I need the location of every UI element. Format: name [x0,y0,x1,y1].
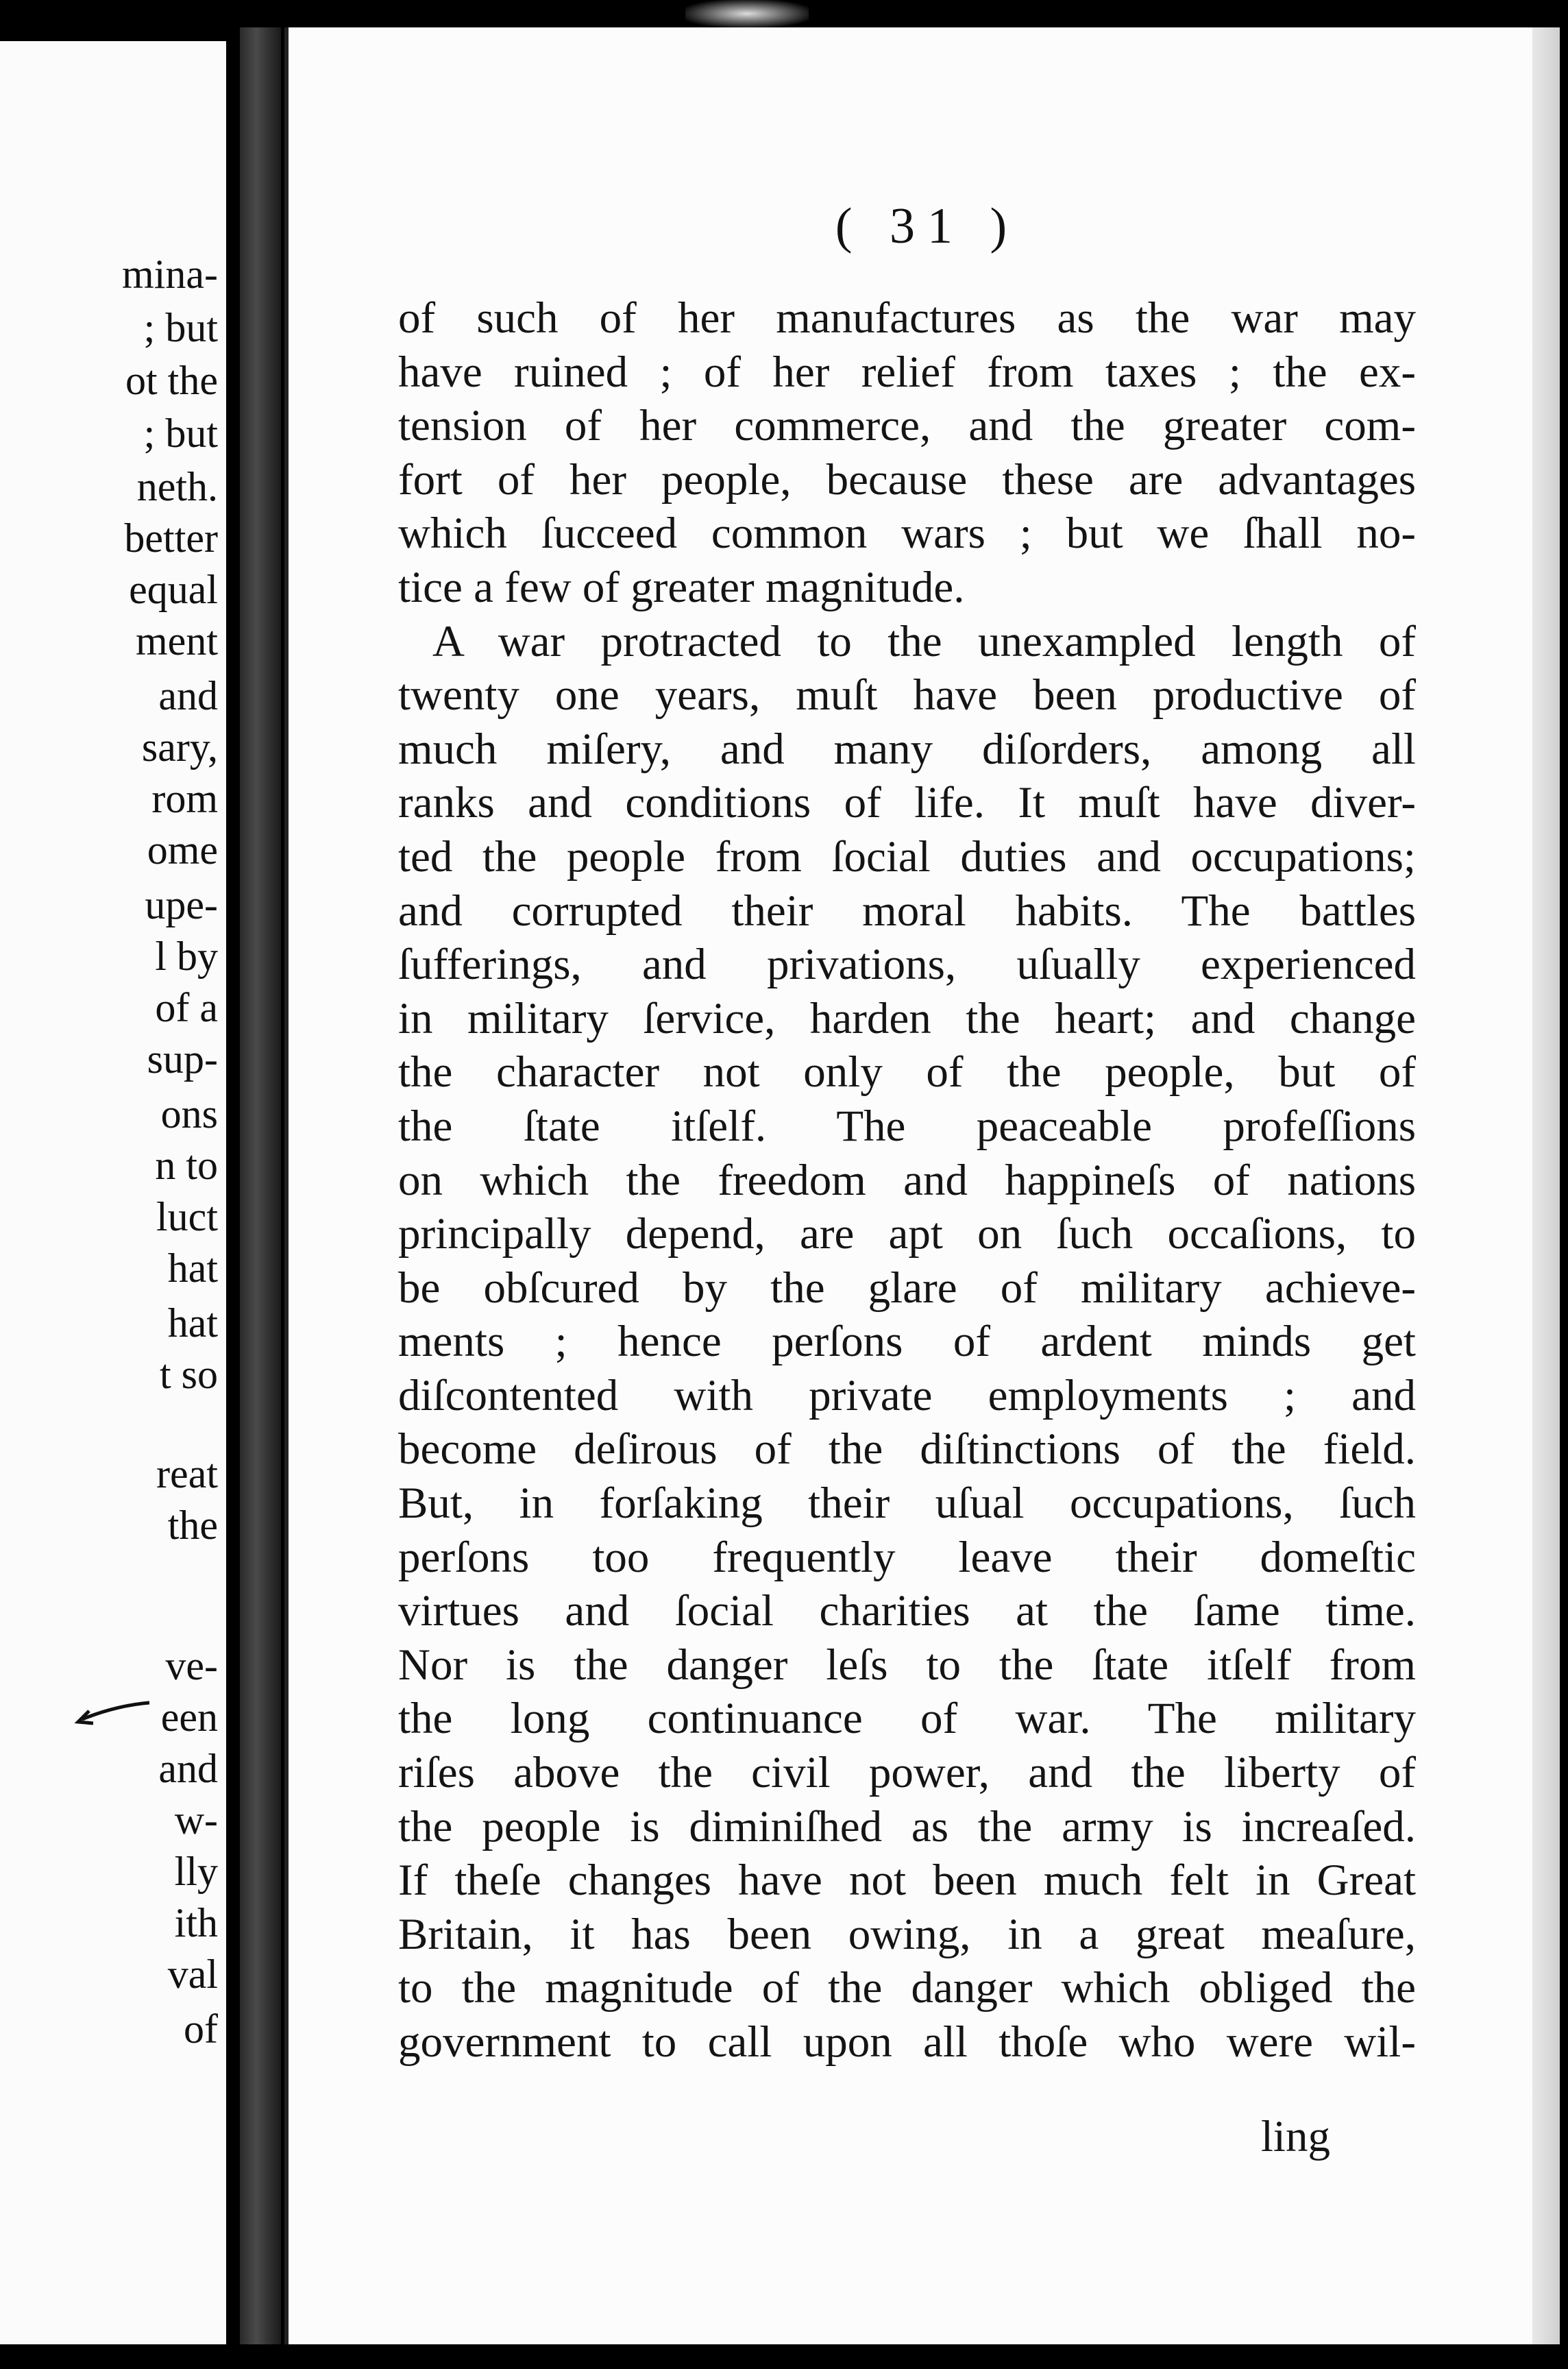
text-line: But, in forſaking their uſual occupations, ſuch [398,1479,1416,1529]
text-line: the ſtate itſelf. The peaceable profeſſions [398,1101,1416,1151]
left-page-fragment: w- [174,1797,218,1843]
left-page-fragment: ome [147,827,218,873]
left-page-fragment: and [158,673,218,718]
left-page-fragment: ith [174,1900,218,1945]
left-page-fragment: mina- [122,252,218,297]
left-page-fragment: ment [136,618,218,664]
left-page-fragment: ; but [143,411,218,456]
left-page-fragment: neth. [136,464,218,509]
left-page-fragment: of [184,2006,218,2052]
left-page-fragment: better [124,515,218,561]
text-line: diſcontented with private employments ; and [398,1370,1416,1420]
page-edge [1532,27,1560,2344]
left-page-fragment: ; but [143,305,218,350]
left-facing-page [0,41,226,2344]
text-line: tension of her commerce, and the greater com- [398,401,1416,451]
text-line: virtues and ſocial charities at the ſame time. [398,1586,1416,1636]
text-line: have ruined ; of her relief from taxes ; the ex- [398,347,1416,397]
text-line: on which the freedom and happineſs of nations [398,1155,1416,1205]
left-page-fragment: sary, [141,725,218,770]
text-line: much miſery, and many diſorders, among all [398,724,1416,774]
text-line: fort of her people, because these are advantages [398,454,1416,505]
left-page-fragment: luct [156,1194,218,1239]
text-line: Nor is the danger leſs to the ſtate itſelf from [398,1640,1416,1690]
left-page-fragment: hat [167,1246,218,1291]
text-line: principally depend, are apt on ſuch occaſions, to [398,1209,1416,1259]
left-page-fragment: lly [174,1849,218,1894]
left-page-fragment: upe- [145,882,218,927]
left-page-fragment: n to [155,1143,218,1188]
text-line: which ſucceed common wars ; but we ſhall no- [398,509,1416,559]
body-text [398,291,1416,2069]
left-page-fragment: een [160,1694,218,1740]
left-page-fragment: l by [155,934,218,979]
left-page-fragment: ons [160,1091,218,1137]
text-line: in military ſervice, harden the heart; and change [398,993,1416,1043]
text-line: of such of her manufactures as the war may [398,293,1416,343]
catchword: ling [1260,2112,1330,2161]
left-page-fragment: reat [156,1451,218,1496]
text-line: A war protracted to the unexampled length of [432,616,1416,666]
text-line: government to call upon all thoſe who were wil- [398,2017,1416,2067]
text-line: ranks and conditions of life. It muſt have diver- [398,778,1416,828]
text-line: the character not only of the people, but of [398,1047,1416,1097]
text-line: tice a few of greater magnitude. [398,562,965,612]
text-line: twenty one years, muſt have been productive of [398,670,1416,720]
text-line: and corrupted their moral habits. The battles [398,886,1416,936]
left-page-fragment: and [158,1746,218,1791]
text-line: become deſirous of the diſtinctions of the field. [398,1424,1416,1474]
main-page [284,27,1560,2344]
top-edge-smudge [685,0,809,27]
text-line: to the magnitude of the danger which obliged the [398,1963,1416,2013]
text-line: the long continuance of war. The military [398,1694,1416,1744]
text-line: the people is diminiſhed as the army is increaſed. [398,1801,1416,1851]
text-line: ſufferings, and privations, uſually experienced [398,940,1416,990]
text-line: ments ; hence perſons of ardent minds get [398,1317,1416,1367]
text-line: Britain, it has been owing, in a great meaſure, [398,1909,1416,1959]
left-page-fragment: t so [159,1352,218,1397]
left-page-fragment: rom [151,776,218,821]
left-page-fragment: of a [155,985,218,1030]
margin-arrow-mark [69,1693,151,1734]
text-line: be obſcured by the glare of military achieve- [398,1263,1416,1313]
left-page-fragment: equal [129,567,218,612]
left-page-fragment: ot the [125,358,218,403]
left-page-fragment: val [167,1952,218,1997]
text-line: If theſe changes have not been much felt in Great [398,1856,1416,1906]
left-page-fragment: the [167,1503,218,1548]
left-page-fragment: sup- [147,1036,218,1082]
text-line: ted the people from ſocial duties and occupations; [398,831,1416,882]
left-page-fragment: hat [167,1300,218,1346]
page-number: ( 31 ) [835,198,1020,254]
book-gutter [240,27,281,2344]
left-page-fragment: ve- [165,1643,218,1688]
text-line: riſes above the civil power, and the liberty of [398,1748,1416,1798]
text-line: perſons too frequently leave their domeſtic [398,1532,1416,1582]
